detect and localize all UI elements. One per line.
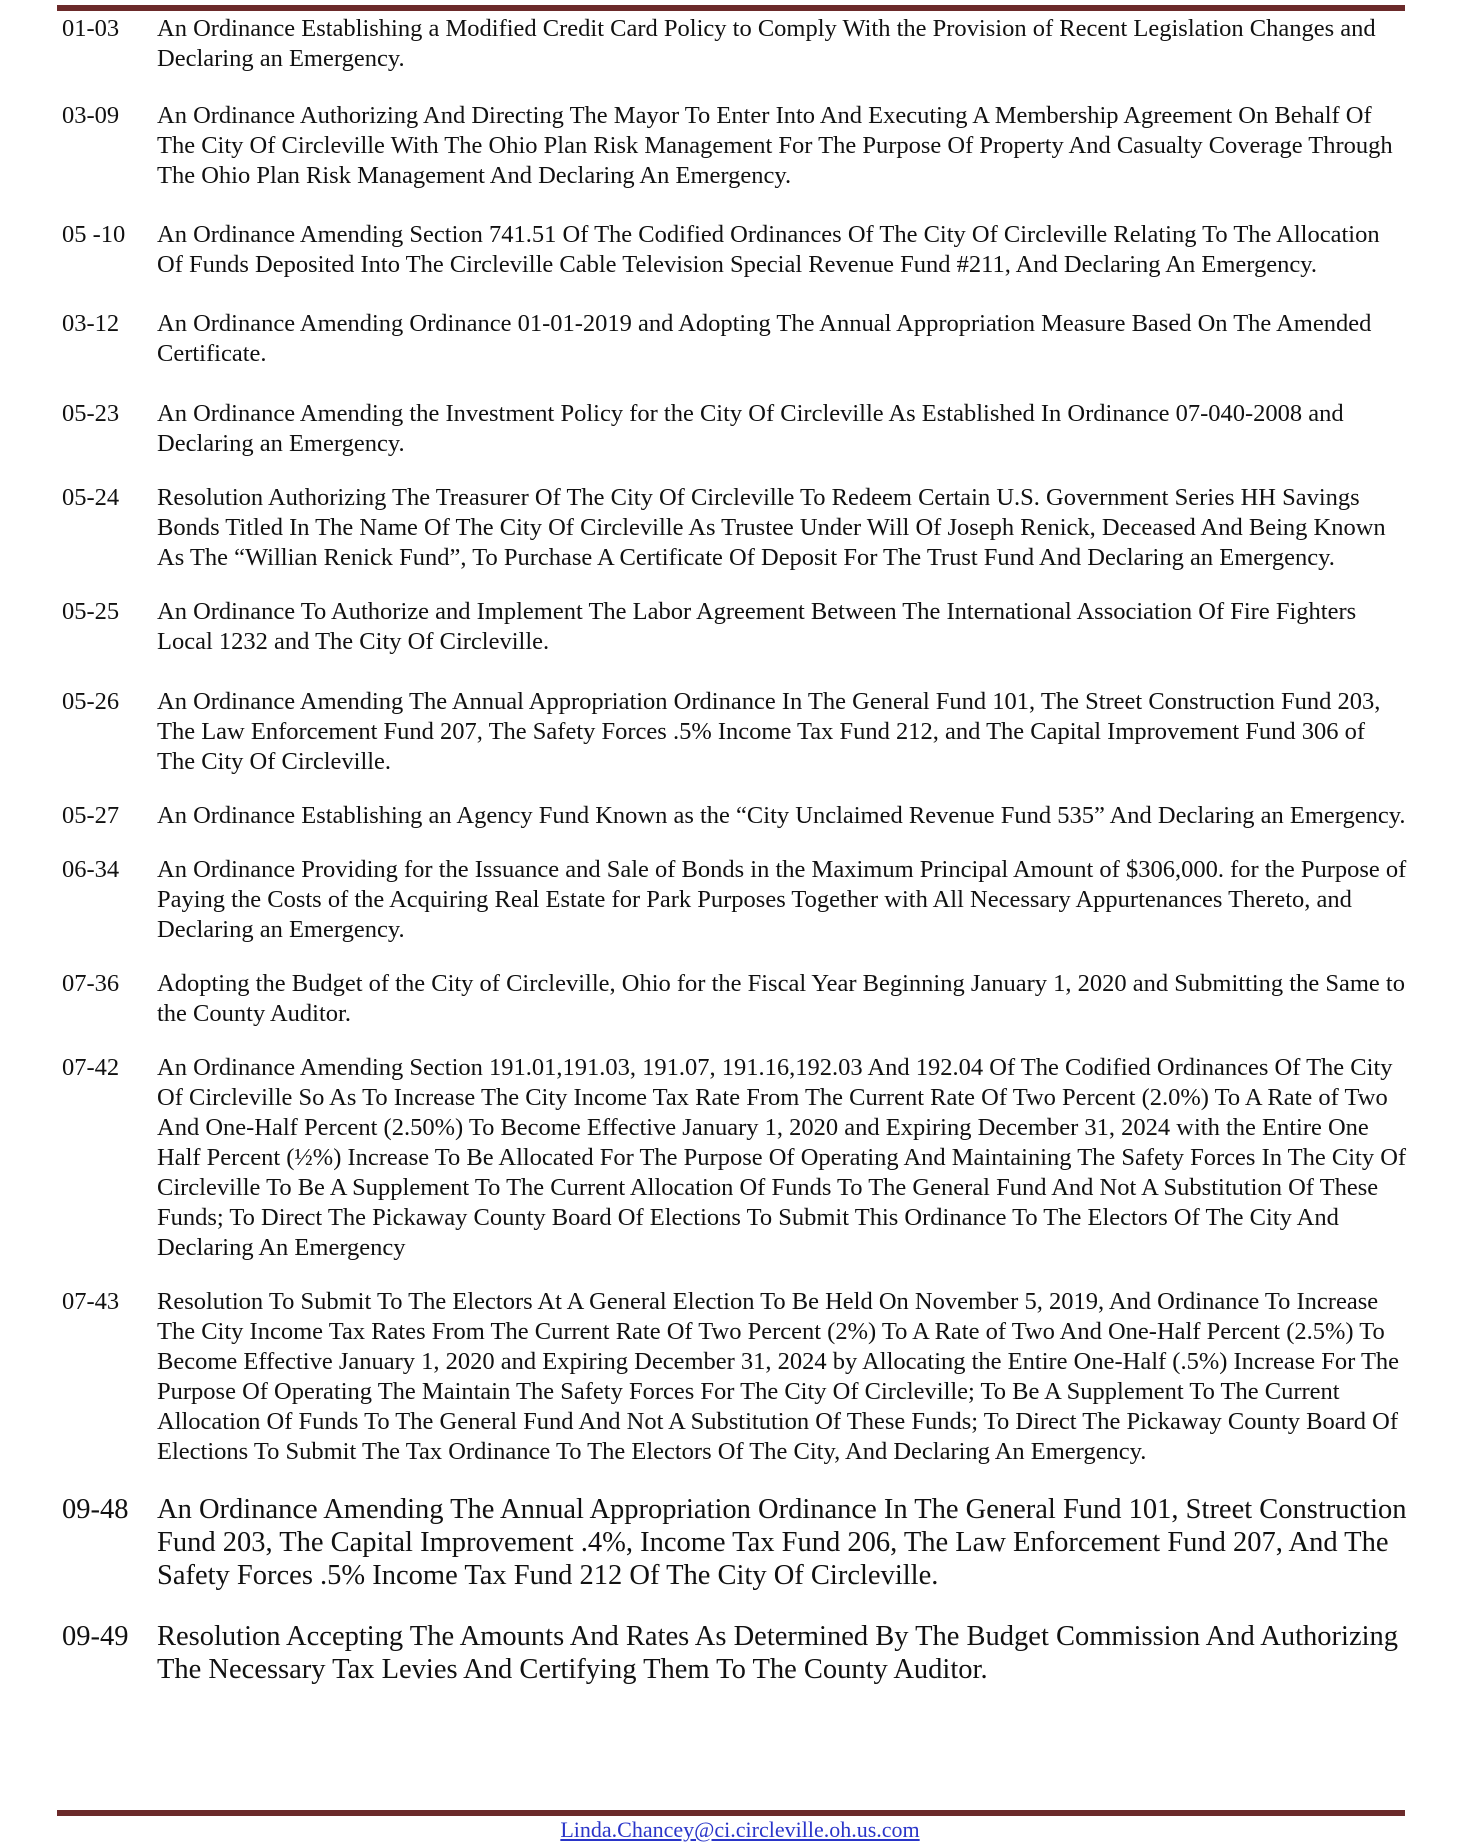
ordinance-number: 05-27	[62, 802, 120, 829]
ordinance-entry	[62, 1053, 1408, 1263]
ordinance-text: An Ordinance Providing for the Issuance and Sale of Bonds in the Maximum Principal Amount of $306,000. for the Purpose of Paying the Costs of the Acquiring Real Estate for Park Purposes Together with All Necessary Appurtenances Thereto, and Declaring an Emergency.	[157, 856, 1407, 943]
ordinance-entry	[62, 1620, 1408, 1686]
ordinance-number: 09-48	[62, 1494, 129, 1525]
ordinance-entry	[62, 1287, 1408, 1467]
ordinance-number: 09-49	[62, 1621, 129, 1652]
ordinance-entry	[62, 1493, 1408, 1592]
ordinance-text: An Ordinance Amending Section 191.01,191.03, 191.07, 191.16,192.03 And 192.04 Of The Codified Ordinances Of The City Of Circleville So As To Increase The City Income Tax Rate From The Current Rate Of Two Percent (2.0%) To A Rate of Two And One-Half Percent (2.50%) To Become Effective January 1, 2020 and Expiring December 31, 2024 with the Entire One Half Percent (½%) Increase To Be Allocated For The Purpose Of Operating And Maintaining The Safety Forces In The City Of Circleville To Be A Supplement To The Current Allocation Of Funds To The General Fund And Not A Substitution Of These Funds; To Direct The Pickaway County Board Of Elections To Submit This Ordinance To The Electors Of The City And Declaring An Emergency	[157, 1054, 1407, 1261]
ordinance-entry	[62, 855, 1408, 945]
ordinance-text: An Ordinance Amending the Investment Policy for the City Of Circleville As Established In Ordinance 07-040-2008 and Declaring an Emergency.	[157, 400, 1344, 457]
ordinance-text: An Ordinance Amending The Annual Appropriation Ordinance In The General Fund 101, Street Construction Fund 203, The Capital Improvement .4%, Income Tax Fund 206, The Law Enforcement Fund 207, And The Safety Forces .5% Income Tax Fund 212 Of The City Of Circleville.	[157, 1494, 1407, 1591]
ordinance-entry	[62, 801, 1408, 831]
ordinance-entry	[62, 14, 1408, 74]
ordinance-text: Resolution Authorizing The Treasurer Of The City Of Circleville To Redeem Certain U.S. Government Series HH Savings Bonds Titled In The Name Of The City Of Circleville As Trustee Under Will Of Joseph Renick, Deceased And Being Known As The “Willian Renick Fund”, To Purchase A Certificate Of Deposit For The Trust Fund And Declaring an Emergency.	[157, 484, 1386, 571]
ordinance-text: An Ordinance Establishing an Agency Fund Known as the “City Unclaimed Revenue Fund 535” And Declaring an Emergency.	[157, 802, 1406, 829]
footer-email-link[interactable]: Linda.Chancey@ci.circleville.oh.us.com	[560, 1817, 920, 1842]
ordinance-number: 07-43	[62, 1288, 120, 1315]
ordinance-number: 03-09	[62, 102, 120, 129]
top-rule	[57, 5, 1405, 11]
ordinance-entry	[62, 309, 1408, 369]
ordinance-text: Resolution Accepting The Amounts And Rates As Determined By The Budget Commission And Authorizing The Necessary Tax Levies And Certifying Them To The County Auditor.	[157, 1621, 1399, 1685]
ordinance-text: An Ordinance Amending Section 741.51 Of The Codified Ordinances Of The City Of Circleville Relating To The Allocation Of Funds Deposited Into The Circleville Cable Television Special Revenue Fund #211, And Declaring An Emergency.	[157, 221, 1380, 278]
ordinance-number: 05-26	[62, 688, 120, 715]
bottom-rule	[57, 1810, 1405, 1816]
ordinance-text: Adopting the Budget of the City of Circleville, Ohio for the Fiscal Year Beginning January 1, 2020 and Submitting the Same to the County Auditor.	[157, 970, 1405, 1027]
ordinance-number: 05-23	[62, 400, 120, 427]
ordinance-number: 05-24	[62, 484, 120, 511]
ordinance-number: 05-25	[62, 598, 120, 625]
ordinance-number: 05 -10	[62, 221, 126, 248]
ordinance-text: An Ordinance Authorizing And Directing The Mayor To Enter Into And Executing A Membership Agreement On Behalf Of The City Of Circleville With The Ohio Plan Risk Management For The Purpose Of Property And Casualty Coverage Through The Ohio Plan Risk Management And Declaring An Emergency.	[157, 102, 1393, 189]
ordinance-entry	[62, 483, 1408, 573]
ordinance-text: An Ordinance To Authorize and Implement The Labor Agreement Between The International Association Of Fire Fighters Local 1232 and The City Of Circleville.	[157, 598, 1357, 655]
ordinance-entry	[62, 969, 1408, 1029]
ordinance-number: 06-34	[62, 856, 120, 883]
ordinance-text: Resolution To Submit To The Electors At A General Election To Be Held On November 5, 2019, And Ordinance To Increase The City Income Tax Rates From The Current Rate Of Two Percent (2%) To A Rate of Two And One-Half Percent (2.5%) To Become Effective January 1, 2020 and Expiring December 31, 2024 by Allocating the Entire One-Half (.5%) Increase For The Purpose Of Operating The Maintain The Safety Forces For The City Of Circleville; To Be A Supplement To The Current Allocation Of Funds To The General Fund And Not A Substitution Of These Funds; To Direct The Pickaway County Board Of Elections To Submit The Tax Ordinance To The Electors Of The City, And Declaring An Emergency.	[157, 1288, 1400, 1465]
ordinance-entry	[62, 220, 1408, 280]
ordinance-entry	[62, 687, 1408, 777]
ordinance-entry	[62, 101, 1408, 191]
ordinance-text: An Ordinance Establishing a Modified Credit Card Policy to Comply With the Provision of Recent Legislation Changes and Declaring an Emergency.	[157, 15, 1376, 72]
ordinance-number: 01-03	[62, 15, 120, 42]
ordinance-entry	[62, 597, 1408, 657]
ordinance-number: 07-36	[62, 970, 120, 997]
ordinance-number: 03-12	[62, 310, 120, 337]
ordinance-list	[62, 14, 1408, 1686]
ordinance-text: An Ordinance Amending The Annual Appropriation Ordinance In The General Fund 101, The Street Construction Fund 203, The Law Enforcement Fund 207, The Safety Forces .5% Income Tax Fund 212, and The Capital Improvement Fund 306 of The City Of Circleville.	[157, 688, 1381, 775]
ordinance-text: An Ordinance Amending Ordinance 01-01-2019 and Adopting The Annual Appropriation Measure Based On The Amended Certificate.	[157, 310, 1372, 367]
ordinance-entry	[62, 399, 1408, 459]
ordinance-number: 07-42	[62, 1054, 120, 1081]
